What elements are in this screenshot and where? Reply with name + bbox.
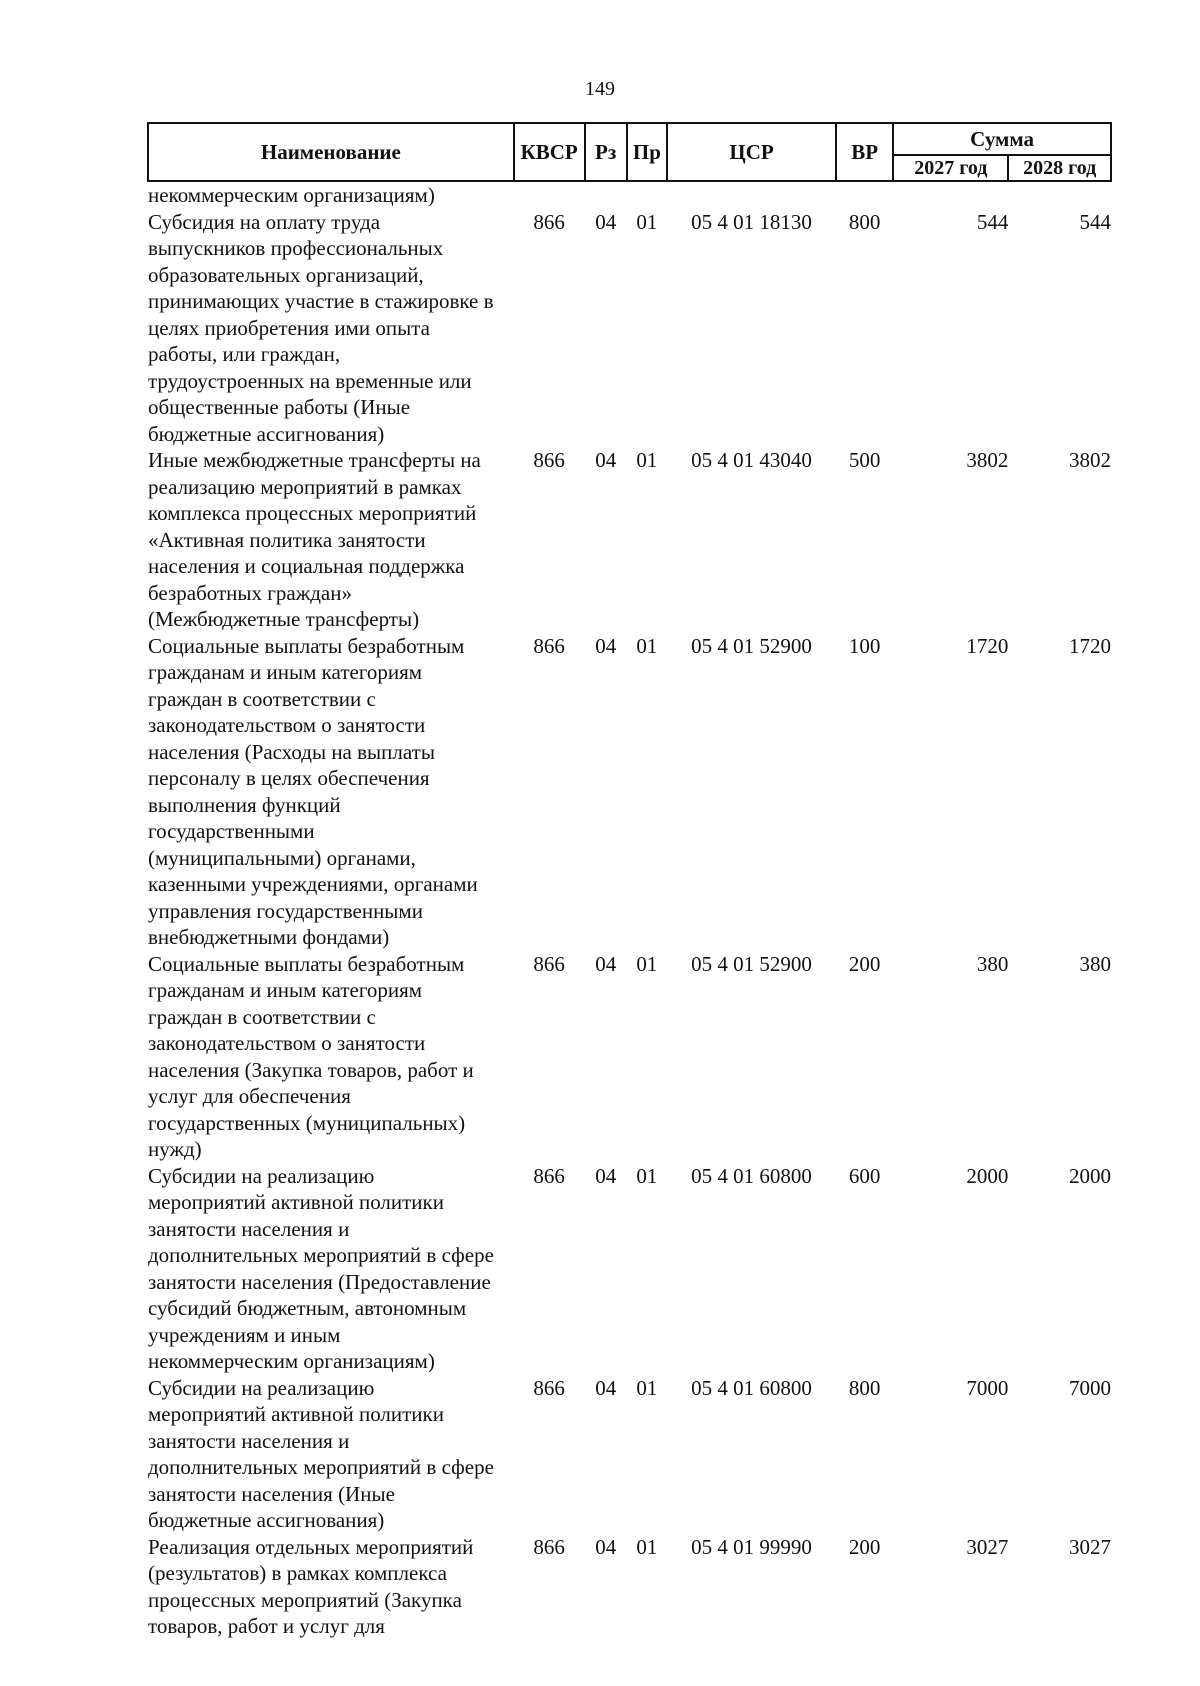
cell-csr: 05 4 01 18130	[691, 209, 812, 234]
name-line: «Активная политика занятости	[148, 527, 426, 552]
name-line: занятости населения (Иные	[148, 1481, 395, 1506]
header-csr: ЦСР	[667, 123, 836, 181]
header-2027: 2027 год	[893, 155, 1008, 181]
name-line: занятости населения (Предоставление	[148, 1269, 491, 1294]
name-line: товаров, работ и услуг для	[148, 1614, 385, 1638]
cell-pr: 01	[636, 209, 658, 234]
name-line: мероприятий активной политики	[148, 1402, 444, 1426]
cell-csr: 05 4 01 52900	[691, 633, 812, 658]
cell-y2027: 3802	[966, 448, 1009, 472]
name-line: государственных (муниципальных)	[148, 1110, 466, 1135]
row-name	[148, 1163, 514, 1375]
table-row	[148, 1375, 1111, 1534]
name-line: законодательством о занятости	[148, 713, 426, 737]
name-line: субсидий бюджетным, автономным	[148, 1296, 467, 1320]
name-line: гражданам и иным категориям	[148, 660, 423, 684]
cell-kvsr: 866	[533, 1375, 565, 1400]
name-line: гражданам и иным категориям	[148, 978, 423, 1002]
cell-pr: 01	[636, 1534, 658, 1559]
cell-vr: 500	[848, 448, 881, 472]
cell-y2027: 1720	[966, 633, 1009, 658]
cell-rz: 04	[595, 633, 617, 658]
cell-y2028: 3027	[1069, 1534, 1111, 1559]
name-line: дополнительных мероприятий в сфере	[148, 1455, 494, 1479]
name-line: Социальные выплаты безработным	[148, 633, 465, 658]
cell-rz: 04	[595, 951, 617, 976]
cell-pr: 01	[636, 633, 658, 658]
cell-vr: 800	[848, 209, 881, 234]
name-line: персоналу в целях обеспечения	[148, 766, 430, 790]
header-pr: Пр	[627, 123, 667, 181]
name-line: Субсидия на оплату труда	[148, 209, 381, 234]
name-line: дополнительных мероприятий в сфере	[148, 1243, 494, 1267]
name-line: реализацию мероприятий в рамках	[148, 474, 462, 499]
cell-rz: 04	[595, 448, 617, 472]
name-line: работы, или граждан,	[148, 342, 341, 366]
cell-pr: 01	[636, 1163, 658, 1188]
cell-vr: 800	[848, 1375, 881, 1400]
cell-csr: 05 4 01 60800	[691, 1375, 812, 1400]
cell-vr: 600	[848, 1163, 881, 1188]
name-line: комплекса процессных мероприятий	[148, 501, 477, 525]
name-line: внебюджетными фондами)	[148, 925, 390, 949]
header-name: Наименование	[148, 123, 514, 181]
header-vr: ВР	[836, 123, 893, 181]
row-name	[148, 633, 514, 951]
page-number: 149	[585, 78, 615, 100]
name-line: мероприятий активной политики	[148, 1190, 444, 1214]
cell-pr: 01	[636, 1375, 658, 1400]
cell-csr: 05 4 01 99990	[691, 1534, 812, 1559]
cell-rz: 04	[595, 209, 617, 234]
header-rz: Рз	[585, 123, 627, 181]
name-line: образовательных организаций,	[148, 262, 424, 287]
name-line: населения (Закупка товаров, работ и	[148, 1057, 474, 1082]
cell-rz: 04	[595, 1534, 617, 1559]
name-line: Субсидии на реализацию	[148, 1163, 375, 1188]
cell-kvsr: 866	[533, 633, 565, 658]
name-line: граждан в соответствии с	[148, 686, 376, 711]
budget-table	[147, 122, 1112, 1640]
name-line: бюджетные ассигнования)	[148, 421, 385, 446]
name-line: занятости населения и	[148, 1216, 350, 1241]
name-line: общественные работы (Иные	[148, 395, 411, 419]
cell-kvsr: 866	[533, 209, 565, 234]
table-body	[148, 181, 1111, 1640]
cell-csr: 05 4 01 60800	[691, 1163, 812, 1188]
cell-pr: 01	[636, 448, 658, 472]
name-line: процессных мероприятий (Закупка	[148, 1587, 462, 1612]
cell-kvsr: 866	[533, 1163, 565, 1188]
cell-y2027: 2000	[966, 1163, 1009, 1188]
cell-kvsr: 866	[533, 1534, 565, 1559]
name-line: законодательством о занятости	[148, 1031, 426, 1055]
table-row	[148, 1534, 1111, 1640]
name-line: занятости населения и	[148, 1428, 350, 1453]
name-line: нужд)	[148, 1137, 202, 1161]
table-row	[148, 951, 1111, 1163]
name-line: Реализация отдельных мероприятий	[148, 1534, 474, 1559]
cell-y2028: 2000	[1069, 1163, 1111, 1188]
name-line: управления государственными	[148, 898, 423, 923]
name-line: бюджетные ассигнования)	[148, 1508, 385, 1532]
name-line: государственными	[148, 819, 315, 843]
row-name	[148, 1375, 514, 1534]
name-line: Субсидии на реализацию	[148, 1375, 375, 1400]
name-line: целях приобретения ими опыта	[148, 315, 430, 340]
cell-kvsr: 866	[533, 951, 565, 976]
continuation-name	[148, 181, 1111, 209]
cell-y2028: 3802	[1069, 448, 1111, 472]
name-line: некоммерческим организациям)	[148, 183, 435, 207]
cell-y2027: 380	[976, 951, 1009, 976]
name-line: (результатов) в рамках комплекса	[148, 1561, 447, 1585]
name-line: учреждениям и иным	[148, 1322, 341, 1347]
name-line: населения и социальная поддержка	[148, 554, 465, 578]
cell-kvsr: 866	[533, 448, 565, 472]
cell-vr: 100	[848, 633, 881, 658]
row-name	[148, 209, 514, 448]
name-line: населения (Расходы на выплаты	[148, 739, 435, 764]
header-kvsr: КВСР	[514, 123, 585, 181]
header-2028: 2028 год	[1008, 155, 1111, 181]
cell-y2028: 380	[1079, 951, 1111, 976]
name-line: выпускников профессиональных	[148, 236, 444, 260]
continuation-row	[148, 181, 1111, 209]
cell-y2027: 7000	[966, 1375, 1009, 1400]
name-line: услуг для обеспечения	[148, 1084, 351, 1108]
cell-csr: 05 4 01 43040	[691, 448, 812, 472]
cell-rz: 04	[595, 1375, 617, 1400]
cell-pr: 01	[636, 951, 658, 976]
name-line: Социальные выплаты безработным	[148, 951, 465, 976]
row-name	[148, 447, 514, 633]
name-line: казенными учреждениями, органами	[148, 872, 478, 896]
cell-y2028: 7000	[1069, 1375, 1111, 1400]
cell-rz: 04	[595, 1163, 617, 1188]
row-name	[148, 1534, 514, 1640]
cell-y2027: 544	[976, 209, 1009, 234]
name-line: (муниципальными) органами,	[148, 845, 416, 870]
cell-csr: 05 4 01 52900	[691, 951, 812, 976]
table-row	[148, 1163, 1111, 1375]
cell-y2028: 544	[1079, 209, 1111, 234]
cell-vr: 200	[848, 951, 881, 976]
name-line: некоммерческим организациям)	[148, 1349, 435, 1373]
name-line: выполнения функций	[148, 792, 341, 817]
table-row	[148, 447, 1111, 633]
name-line: граждан в соответствии с	[148, 1004, 376, 1029]
name-line: Иные межбюджетные трансферты на	[148, 448, 481, 472]
row-name	[148, 951, 514, 1163]
name-line: (Межбюджетные трансферты)	[148, 607, 420, 631]
table-row	[148, 209, 1111, 448]
cell-y2028: 1720	[1069, 633, 1111, 658]
name-line: безработных граждан»	[148, 580, 352, 605]
cell-y2027: 3027	[966, 1534, 1009, 1559]
name-line: принимающих участие в стажировке в	[148, 289, 494, 313]
table-row	[148, 633, 1111, 951]
cell-vr: 200	[848, 1534, 881, 1559]
name-line: трудоустроенных на временные или	[148, 368, 472, 393]
table-header	[148, 123, 1111, 181]
header-sum: Сумма	[893, 123, 1111, 155]
